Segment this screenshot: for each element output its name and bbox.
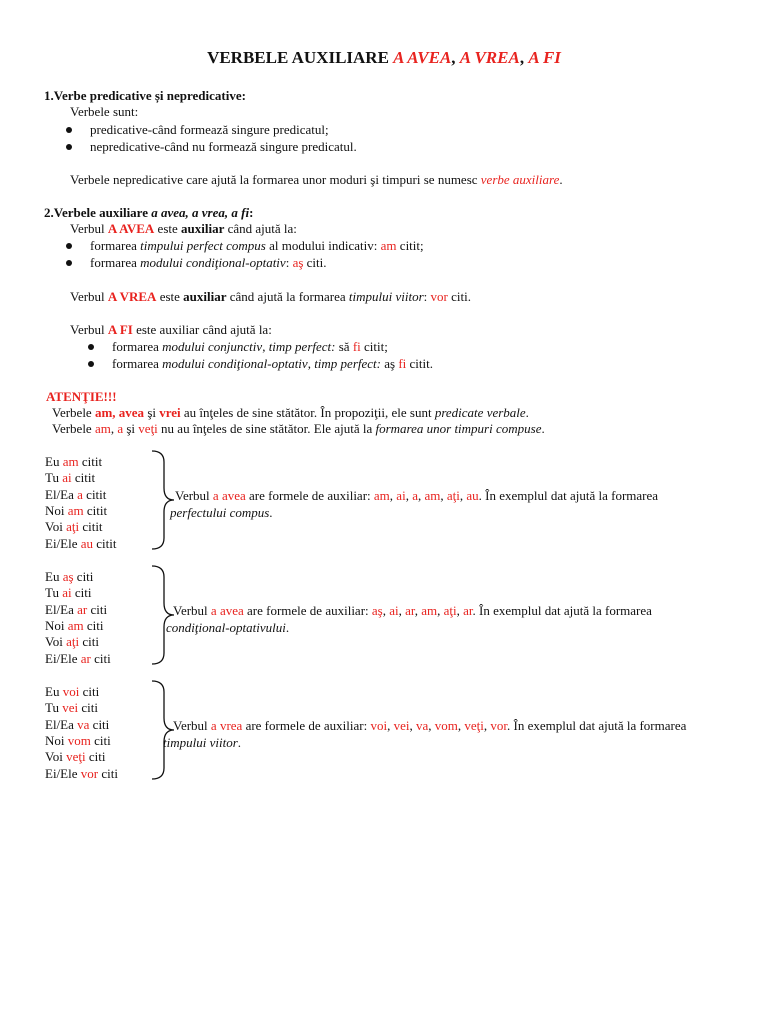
group-explanation xyxy=(173,603,652,619)
paragraph-text: . xyxy=(559,172,563,187)
italic-term: modului conjunctiv xyxy=(162,339,263,354)
auxiliary-form: vor xyxy=(80,765,99,781)
conjugation-row xyxy=(45,602,107,618)
auxiliary-form: ai xyxy=(62,470,72,486)
red-form: fi xyxy=(352,339,361,354)
conjugation-row xyxy=(45,717,109,733)
separator: , xyxy=(457,718,465,733)
verb: citi xyxy=(85,749,106,765)
text: formarea xyxy=(90,255,141,270)
text: Verbele xyxy=(52,421,95,436)
verb: citit xyxy=(93,535,117,551)
verb: citit xyxy=(83,502,108,518)
auxiliary-form: a xyxy=(77,486,83,502)
auxiliary-form: au xyxy=(80,535,94,551)
auxiliary-form: voi xyxy=(370,718,388,733)
text: este xyxy=(156,289,184,304)
text: Verbul xyxy=(70,221,108,236)
section2-heading xyxy=(44,205,253,221)
text: citit. xyxy=(406,356,433,371)
atentie-line-2 xyxy=(52,421,545,437)
pronoun: Eu xyxy=(45,569,63,584)
italic-term: timpului viitor xyxy=(163,735,238,750)
auxiliary-form: vom xyxy=(434,718,458,733)
list-item xyxy=(66,122,329,138)
text: are formele de auxiliar: xyxy=(243,603,372,618)
italic-term: predicate verbale xyxy=(434,405,526,420)
separator: , xyxy=(387,718,394,733)
text: are formele de auxiliar: xyxy=(245,488,374,503)
verb: citi xyxy=(79,634,99,650)
list-item xyxy=(88,339,388,355)
verb-highlight: A FI xyxy=(107,322,133,337)
pronoun: El/Ea xyxy=(45,601,78,617)
text: citit; xyxy=(360,339,388,354)
conjugation-row xyxy=(45,700,98,716)
bullet-icon xyxy=(66,127,72,133)
text: . În exemplul dat ajută la formarea xyxy=(472,603,652,618)
text: aş xyxy=(380,356,399,371)
italic-term: timp perfect: xyxy=(268,339,336,354)
group-explanation-tense xyxy=(170,505,273,521)
pronoun: Tu xyxy=(45,700,63,716)
text: au înţeles de sine stătător. În propoziţii, ele sunt xyxy=(180,405,435,420)
list-item xyxy=(66,238,424,254)
italic-term: modului condiţional-optativ xyxy=(162,356,308,371)
list-item-text: predicative-când formează singure predicatul; xyxy=(90,122,329,137)
bold-term: auxiliar xyxy=(183,289,227,304)
auxiliary-form: vei xyxy=(62,700,79,716)
auxiliary-form: am xyxy=(67,617,84,633)
bold-term: auxiliar xyxy=(181,221,225,236)
verb: citi xyxy=(89,716,110,732)
pronoun: Voi xyxy=(45,749,67,765)
verb: citi xyxy=(83,617,104,633)
bullet-icon xyxy=(66,243,72,249)
verb: citi xyxy=(98,765,118,781)
group-explanation xyxy=(173,718,686,734)
auxiliary-form: au xyxy=(466,488,479,503)
text: când ajută la: xyxy=(224,221,297,236)
auxiliary-form: voi xyxy=(62,684,80,699)
auxiliary-form: ar xyxy=(77,601,88,617)
text: şi xyxy=(123,421,139,436)
auxiliary-form: ar xyxy=(405,603,415,618)
separator: , xyxy=(382,603,390,618)
separator: , xyxy=(405,488,413,503)
conjugation-row xyxy=(45,536,117,552)
conjugation-row xyxy=(45,684,99,700)
bullet-icon xyxy=(66,144,72,150)
auxiliary-form: veţi xyxy=(66,749,86,765)
text: Verbul xyxy=(173,718,211,733)
conjugation-row xyxy=(45,618,104,634)
group-explanation xyxy=(175,488,658,504)
auxiliary-form: am xyxy=(424,488,441,503)
avea-definition xyxy=(70,221,297,237)
conjugation-row xyxy=(45,749,105,765)
text: are formele de auxiliar: xyxy=(242,718,371,733)
list-item xyxy=(88,356,433,372)
text: Verbul xyxy=(70,289,108,304)
verb-highlight: a avea xyxy=(210,603,244,618)
title-fi: A FI xyxy=(528,48,561,67)
verb: citit xyxy=(79,519,103,535)
heading-verbs: a avea, a vrea, a fi xyxy=(151,205,250,220)
heading-text: 2.Verbele auxiliare xyxy=(44,205,152,220)
auxiliary-form: ar xyxy=(80,650,91,666)
fi-definition xyxy=(70,322,272,338)
red-form: aş xyxy=(292,255,304,270)
red-form: am xyxy=(94,421,111,436)
separator: , xyxy=(440,488,447,503)
separator: , xyxy=(414,603,422,618)
group-explanation-tense xyxy=(163,735,241,751)
bullet-icon xyxy=(66,260,72,266)
text: Verbele xyxy=(52,405,95,420)
conjugation-row xyxy=(45,585,91,601)
verb: citi xyxy=(87,601,108,617)
section1-intro: Verbele sunt: xyxy=(70,104,139,119)
italic-term: timp perfect: xyxy=(314,356,381,371)
verb: citit xyxy=(82,486,107,502)
pronoun: Eu xyxy=(45,454,63,469)
text: : xyxy=(285,255,293,270)
heading-text: : xyxy=(249,205,254,220)
auxiliary-form: ai xyxy=(62,585,72,601)
auxiliary-form: aţi xyxy=(66,519,80,535)
auxiliary-form: ar xyxy=(463,603,473,618)
vrea-definition xyxy=(70,289,471,305)
verb: citi xyxy=(79,684,100,699)
text: , xyxy=(110,421,118,436)
list-item xyxy=(66,255,327,271)
auxiliary-form: am xyxy=(373,488,390,503)
group-explanation-tense xyxy=(166,620,289,636)
text: nu au înţeles de sine stătător. Ele ajută la xyxy=(157,421,376,436)
auxiliary-form: ai xyxy=(389,603,399,618)
atentie-line-1 xyxy=(52,405,529,421)
pronoun: Ei/Ele xyxy=(45,650,81,666)
section1-heading: 1.Verbe predicative și nepredicative: xyxy=(44,88,246,103)
auxiliary-form: aţi xyxy=(443,603,457,618)
verb: citi xyxy=(71,585,92,601)
pronoun: Voi xyxy=(45,519,67,535)
atentie-heading: ATENŢIE!!! xyxy=(46,389,117,404)
auxiliary-form: am xyxy=(67,502,84,518)
separator: , xyxy=(459,488,467,503)
verb-highlight: vrei xyxy=(159,405,181,420)
conjugation-row xyxy=(45,503,107,519)
auxiliary-form: va xyxy=(77,716,90,732)
conjugation-row xyxy=(45,651,111,667)
red-form: vor xyxy=(430,289,448,304)
auxiliary-form: vor xyxy=(490,718,507,733)
pronoun: Noi xyxy=(45,732,68,748)
conjugation-row xyxy=(45,733,111,749)
text: citi. xyxy=(447,289,471,304)
text: . xyxy=(285,620,290,635)
conjugation-row xyxy=(45,454,102,470)
pronoun: Noi xyxy=(45,502,68,518)
text: este xyxy=(154,221,182,236)
auxiliary-form: ai xyxy=(396,488,406,503)
term-highlight: verbe auxiliare xyxy=(480,172,560,187)
pronoun: Voi xyxy=(45,634,67,650)
pronoun: Tu xyxy=(45,470,63,486)
bullet-icon xyxy=(88,344,94,350)
text: formarea xyxy=(112,356,163,371)
verb: citi xyxy=(90,650,111,666)
italic-term: timpului viitor xyxy=(348,289,424,304)
text: , xyxy=(307,356,315,371)
auxiliary-form: aş xyxy=(371,603,383,618)
text: . xyxy=(237,735,241,750)
red-form: veţi xyxy=(138,421,158,436)
separator: , xyxy=(483,718,491,733)
pronoun: El/Ea xyxy=(45,486,78,502)
verb-highlight: A VREA xyxy=(107,289,157,304)
auxiliary-form: aţi xyxy=(446,488,460,503)
text: formarea xyxy=(112,339,163,354)
italic-term: formarea unor timpuri compuse xyxy=(375,421,542,436)
auxiliary-form: am xyxy=(62,454,79,469)
text: să xyxy=(335,339,353,354)
text: citi. xyxy=(303,255,327,270)
text: când ajută la formarea xyxy=(226,289,349,304)
auxiliary-form: va xyxy=(415,718,429,733)
text: şi xyxy=(144,405,160,420)
italic-term: perfectului compus xyxy=(170,505,270,520)
verb: citi xyxy=(90,732,111,748)
red-form: a xyxy=(117,421,124,436)
pronoun: Ei/Ele xyxy=(45,535,81,551)
auxiliary-form: vom xyxy=(67,732,91,748)
conjugation-row xyxy=(45,766,118,782)
text: . xyxy=(541,421,545,436)
separator: , xyxy=(417,488,425,503)
verb-highlight: A AVEA xyxy=(107,221,155,236)
text: este auxiliar când ajută la: xyxy=(132,322,272,337)
text: . În exemplul dat ajută la formarea xyxy=(478,488,659,503)
title-sep: , xyxy=(451,48,460,67)
verb-highlight: am, avea xyxy=(94,405,145,420)
separator: , xyxy=(428,718,435,733)
separator: , xyxy=(389,488,397,503)
verb: citi xyxy=(73,569,94,584)
red-form: am xyxy=(380,238,397,253)
auxiliary-form: vei xyxy=(393,718,410,733)
pronoun: Eu xyxy=(45,684,63,699)
section1-paragraph xyxy=(70,172,563,188)
italic-term: condiţional-optativului xyxy=(166,620,286,635)
text: Verbul xyxy=(70,322,108,337)
text: Verbul xyxy=(173,603,211,618)
conjugation-row xyxy=(45,519,103,535)
verb-highlight: a avea xyxy=(212,488,246,503)
list-item xyxy=(66,139,357,155)
pronoun: El/Ea xyxy=(45,716,78,732)
verb: citit xyxy=(71,470,96,486)
title-sep: , xyxy=(519,48,529,67)
bullet-icon xyxy=(88,361,94,367)
verb: citi xyxy=(78,700,98,716)
text: Verbul xyxy=(175,488,213,503)
conjugation-row xyxy=(45,470,95,486)
text: formarea xyxy=(90,238,141,253)
text: al modului indicativ: xyxy=(265,238,381,253)
verb: citit xyxy=(78,454,103,469)
auxiliary-form: veţi xyxy=(464,718,484,733)
separator: , xyxy=(437,603,444,618)
text: citit; xyxy=(396,238,424,253)
list-item-text: nepredicative-când nu formează singure predicatul. xyxy=(90,139,357,154)
conjugation-row xyxy=(45,569,93,585)
title-vrea: A VREA xyxy=(459,48,520,67)
italic-term: timpului perfect compus xyxy=(140,238,266,253)
auxiliary-form: a xyxy=(412,488,418,503)
text: , xyxy=(262,339,269,354)
paragraph-text: Verbele nepredicative care ajută la formarea unor moduri şi timpuri se numesc xyxy=(70,172,481,187)
pronoun: Tu xyxy=(45,585,63,601)
title-avea: A AVEA xyxy=(393,48,452,67)
red-form: fi xyxy=(398,356,407,371)
auxiliary-form: am xyxy=(421,603,438,618)
text: . xyxy=(269,505,273,520)
italic-term: modului condiţional-optativ xyxy=(140,255,286,270)
text: . xyxy=(525,405,529,420)
auxiliary-form: aş xyxy=(62,569,74,584)
conjugation-row xyxy=(45,487,106,503)
pronoun: Ei/Ele xyxy=(45,765,81,781)
separator: , xyxy=(456,603,464,618)
title-text: VERBELE AUXILIARE xyxy=(207,48,394,67)
verb-highlight: a vrea xyxy=(210,718,243,733)
text: . În exemplul dat ajută la formarea xyxy=(507,718,687,733)
conjugation-row xyxy=(45,634,99,650)
separator: , xyxy=(409,718,416,733)
text: : xyxy=(423,289,431,304)
auxiliary-form: aţi xyxy=(66,634,80,650)
pronoun: Noi xyxy=(45,617,68,633)
page-title xyxy=(0,48,768,68)
separator: , xyxy=(398,603,406,618)
